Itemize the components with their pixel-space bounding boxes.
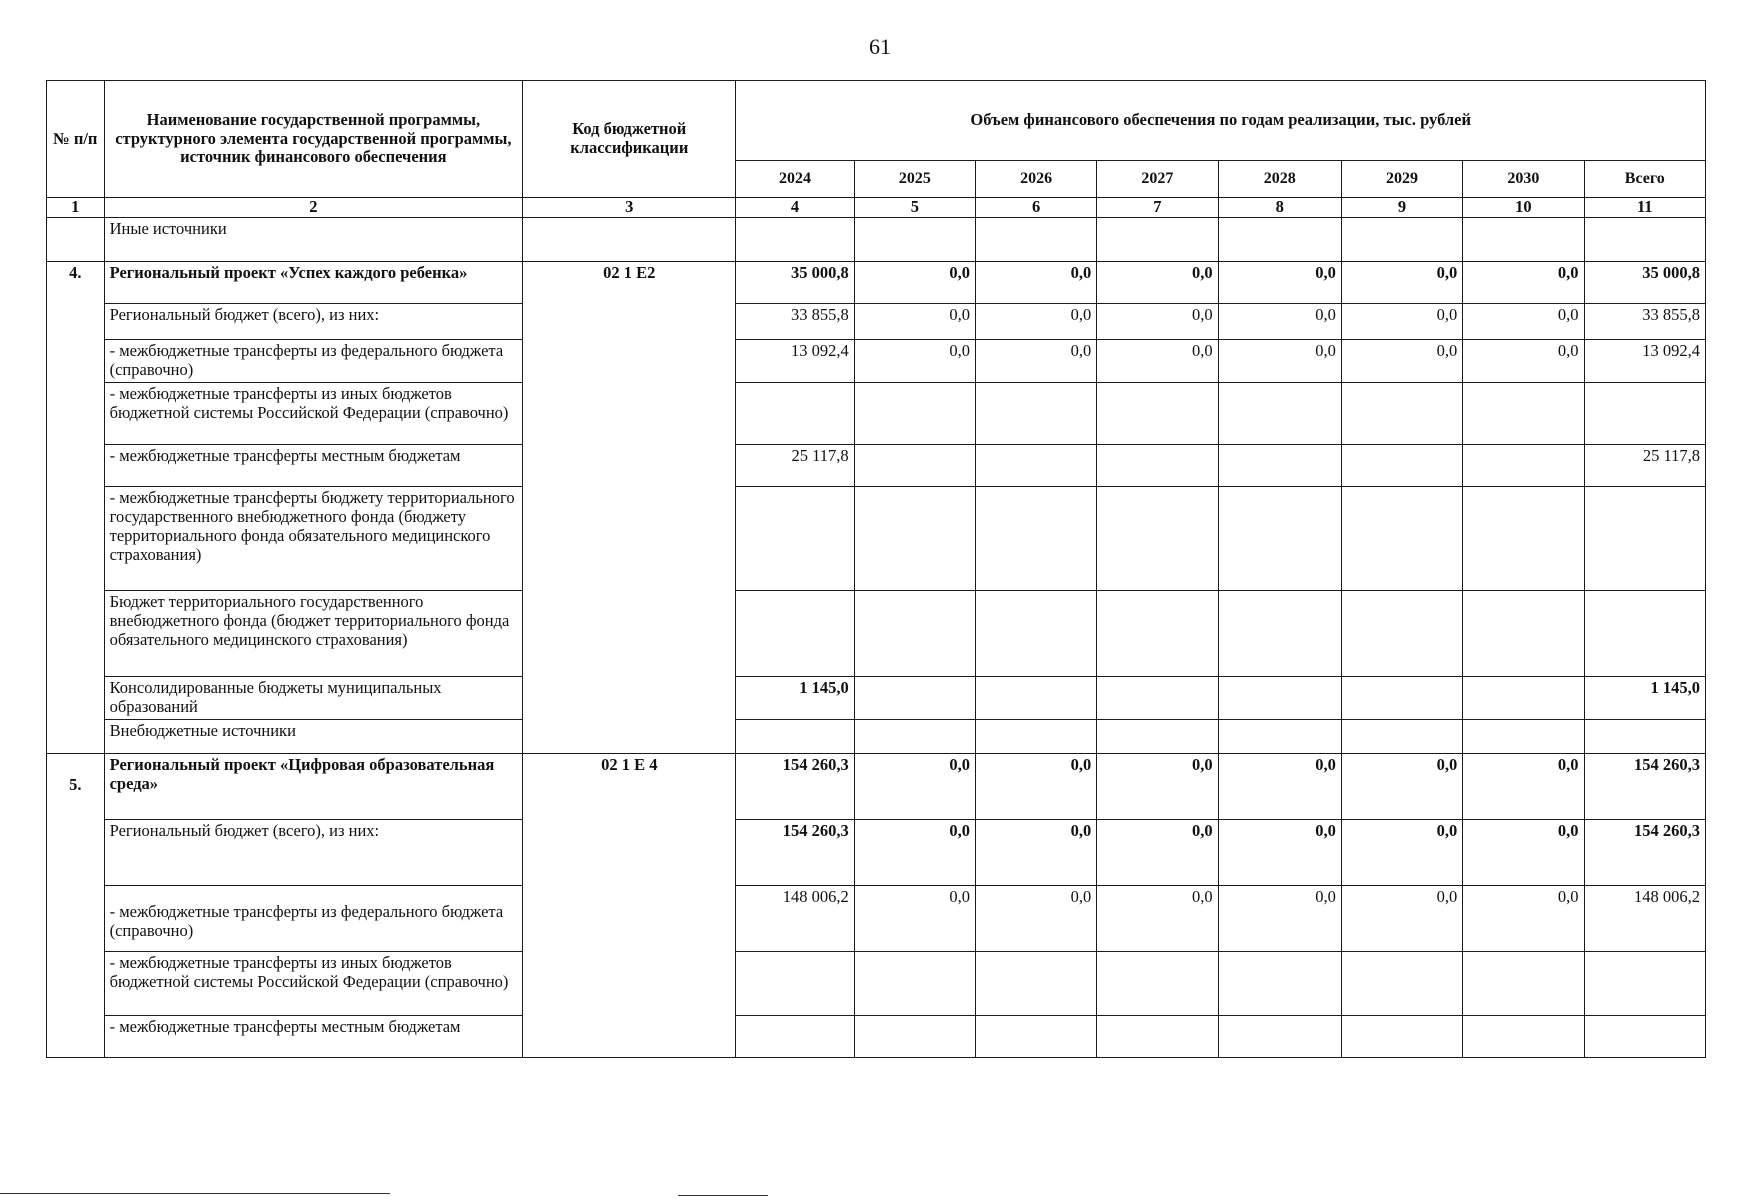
value-cell	[1584, 590, 1706, 676]
value-cell	[1097, 486, 1218, 590]
value-cell	[1097, 719, 1218, 753]
table-row	[47, 819, 1706, 885]
header-year: 2026	[975, 161, 1096, 198]
value-cell	[1341, 444, 1462, 486]
value-cell: 0,0	[975, 261, 1096, 303]
value-cell: 0,0	[975, 819, 1096, 885]
scan-edge-line	[0, 1193, 390, 1194]
value-cell: 33 855,8	[736, 303, 854, 339]
value-cell: 0,0	[1218, 753, 1341, 819]
value-cell: 0,0	[1097, 819, 1218, 885]
value-cell: 1 145,0	[736, 676, 854, 719]
value-cell	[1584, 217, 1706, 261]
value-cell	[1097, 951, 1218, 1015]
value-cell: 0,0	[854, 261, 975, 303]
column-number: 4	[736, 198, 854, 218]
value-cell: 0,0	[975, 339, 1096, 382]
table-row	[47, 1015, 1706, 1057]
table-row	[47, 382, 1706, 444]
value-cell	[1341, 676, 1462, 719]
row-name: - межбюджетные трансферты местным бюджетам	[104, 1015, 523, 1057]
value-cell	[1584, 1015, 1706, 1057]
column-number: 2	[104, 198, 523, 218]
value-cell: 0,0	[1218, 885, 1341, 951]
row-name: Консолидированные бюджеты муниципальных образований	[104, 676, 523, 719]
value-cell	[1341, 217, 1462, 261]
value-cell	[975, 382, 1096, 444]
value-cell: 154 260,3	[736, 753, 854, 819]
value-cell: 0,0	[1463, 261, 1584, 303]
value-cell: 0,0	[1097, 303, 1218, 339]
value-cell	[1097, 590, 1218, 676]
value-cell	[1097, 676, 1218, 719]
value-cell	[1341, 382, 1462, 444]
header-year: 2027	[1097, 161, 1218, 198]
value-cell	[736, 382, 854, 444]
row-name: Региональный проект «Успех каждого ребенка»	[104, 261, 523, 303]
row-name: Региональный бюджет (всего), из них:	[104, 303, 523, 339]
header-name: Наименование государственной программы, структурного элемента государственной программы, источник финансового обеспечения	[104, 81, 523, 198]
value-cell: 0,0	[1341, 303, 1462, 339]
value-cell: 0,0	[854, 753, 975, 819]
header-year: 2024	[736, 161, 854, 198]
table-row	[47, 885, 1706, 951]
value-cell	[1097, 217, 1218, 261]
header-year: 2030	[1463, 161, 1584, 198]
column-number: 5	[854, 198, 975, 218]
value-cell: 0,0	[854, 885, 975, 951]
value-cell: 0,0	[1097, 885, 1218, 951]
column-number: 1	[47, 198, 105, 218]
value-cell: 0,0	[975, 303, 1096, 339]
value-cell	[1463, 217, 1584, 261]
value-cell: 25 117,8	[1584, 444, 1706, 486]
row-name: Региональный бюджет (всего), из них:	[104, 819, 523, 885]
value-cell	[975, 1015, 1096, 1057]
value-cell	[1584, 382, 1706, 444]
table-row	[47, 590, 1706, 676]
value-cell	[1463, 719, 1584, 753]
column-number: 11	[1584, 198, 1706, 218]
value-cell	[854, 382, 975, 444]
value-cell: 0,0	[975, 753, 1096, 819]
scan-edge-line	[678, 1195, 768, 1196]
value-cell	[854, 719, 975, 753]
value-cell	[1218, 444, 1341, 486]
value-cell: 25 117,8	[736, 444, 854, 486]
row-number: 5.	[47, 753, 105, 1057]
row-name: - межбюджетные трансферты местным бюджетам	[104, 444, 523, 486]
value-cell: 1 145,0	[1584, 676, 1706, 719]
value-cell: 0,0	[1218, 819, 1341, 885]
header-code: Код бюджетной классификации	[523, 81, 736, 198]
value-cell	[1218, 486, 1341, 590]
value-cell	[736, 1015, 854, 1057]
value-cell	[1341, 719, 1462, 753]
value-cell: 0,0	[1341, 339, 1462, 382]
value-cell	[1463, 590, 1584, 676]
value-cell: 0,0	[1097, 339, 1218, 382]
value-cell	[1218, 719, 1341, 753]
row-code: 02 1 Е 4	[523, 753, 736, 1057]
value-cell	[975, 444, 1096, 486]
row-number: 4.	[47, 261, 105, 753]
value-cell: 0,0	[854, 819, 975, 885]
value-cell	[1584, 951, 1706, 1015]
value-cell	[854, 444, 975, 486]
value-cell	[975, 719, 1096, 753]
value-cell	[1463, 951, 1584, 1015]
value-cell	[975, 951, 1096, 1015]
value-cell: 0,0	[1218, 303, 1341, 339]
value-cell	[736, 217, 854, 261]
table-row	[47, 753, 1706, 819]
value-cell: 13 092,4	[736, 339, 854, 382]
row-name: Внебюджетные источники	[104, 719, 523, 753]
value-cell: 0,0	[975, 885, 1096, 951]
row-name: - межбюджетные трансферты бюджету территориального государственного внебюджетного фонда (бюджету территориального фонда обязательного медицинского страхования)	[104, 486, 523, 590]
table-row	[47, 261, 1706, 303]
column-number: 10	[1463, 198, 1584, 218]
value-cell	[975, 486, 1096, 590]
value-cell	[1463, 676, 1584, 719]
value-cell	[736, 486, 854, 590]
value-cell	[1097, 382, 1218, 444]
value-cell: 0,0	[1463, 885, 1584, 951]
value-cell	[1584, 719, 1706, 753]
value-cell	[736, 719, 854, 753]
row-name: Иные источники	[104, 217, 523, 261]
value-cell: 0,0	[854, 303, 975, 339]
value-cell: 0,0	[1218, 261, 1341, 303]
value-cell	[854, 676, 975, 719]
column-number: 9	[1341, 198, 1462, 218]
value-cell: 0,0	[1097, 261, 1218, 303]
value-cell	[975, 676, 1096, 719]
header-total: Всего	[1584, 161, 1706, 198]
value-cell	[1097, 444, 1218, 486]
column-number: 6	[975, 198, 1096, 218]
row-name: Бюджет территориального государственного внебюджетного фонда (бюджет территориального фонда обязательного медицинского страхования)	[104, 590, 523, 676]
value-cell: 154 260,3	[736, 819, 854, 885]
column-number: 3	[523, 198, 736, 218]
value-cell: 0,0	[1097, 753, 1218, 819]
value-cell	[1341, 590, 1462, 676]
table-row	[47, 719, 1706, 753]
value-cell: 35 000,8	[736, 261, 854, 303]
row-code	[523, 217, 736, 261]
table-row	[47, 676, 1706, 719]
value-cell	[854, 486, 975, 590]
column-number: 8	[1218, 198, 1341, 218]
page-number: 61	[869, 34, 891, 59]
header-year: 2025	[854, 161, 975, 198]
value-cell	[975, 217, 1096, 261]
value-cell	[1463, 1015, 1584, 1057]
value-cell	[1097, 1015, 1218, 1057]
row-code: 02 1 Е2	[523, 261, 736, 753]
header-year: 2029	[1341, 161, 1462, 198]
value-cell: 33 855,8	[1584, 303, 1706, 339]
value-cell: 0,0	[1341, 753, 1462, 819]
value-cell	[1463, 382, 1584, 444]
value-cell: 0,0	[1463, 753, 1584, 819]
value-cell	[1463, 486, 1584, 590]
value-cell	[736, 951, 854, 1015]
row-name: - межбюджетные трансферты из федерального бюджета (справочно)	[104, 885, 523, 951]
value-cell: 0,0	[1463, 303, 1584, 339]
value-cell	[1218, 382, 1341, 444]
value-cell	[854, 217, 975, 261]
value-cell	[1463, 444, 1584, 486]
value-cell	[1341, 1015, 1462, 1057]
row-number	[47, 217, 105, 261]
value-cell: 0,0	[1341, 885, 1462, 951]
value-cell	[736, 590, 854, 676]
value-cell: 154 260,3	[1584, 819, 1706, 885]
table-row	[47, 217, 1706, 261]
value-cell	[1341, 486, 1462, 590]
value-cell: 0,0	[1463, 819, 1584, 885]
value-cell: 148 006,2	[736, 885, 854, 951]
value-cell: 35 000,8	[1584, 261, 1706, 303]
table-row	[47, 303, 1706, 339]
value-cell	[1218, 951, 1341, 1015]
value-cell: 0,0	[1341, 261, 1462, 303]
value-cell	[1341, 951, 1462, 1015]
value-cell	[1218, 676, 1341, 719]
row-name: - межбюджетные трансферты из иных бюджетов бюджетной системы Российской Федерации (справочно)	[104, 382, 523, 444]
value-cell	[854, 951, 975, 1015]
table-row	[47, 444, 1706, 486]
value-cell	[854, 1015, 975, 1057]
header-volume: Объем финансового обеспечения по годам реализации, тыс. рублей	[736, 81, 1706, 161]
table-row	[47, 951, 1706, 1015]
row-name: - межбюджетные трансферты из федерального бюджета (справочно)	[104, 339, 523, 382]
value-cell	[1584, 486, 1706, 590]
value-cell: 0,0	[1341, 819, 1462, 885]
value-cell	[1218, 1015, 1341, 1057]
value-cell	[975, 590, 1096, 676]
value-cell: 0,0	[854, 339, 975, 382]
value-cell: 0,0	[1463, 339, 1584, 382]
value-cell: 148 006,2	[1584, 885, 1706, 951]
budget-table	[46, 80, 1706, 1058]
value-cell	[1218, 217, 1341, 261]
header-num: № п/п	[47, 81, 105, 198]
table-row	[47, 339, 1706, 382]
value-cell: 0,0	[1218, 339, 1341, 382]
value-cell	[1218, 590, 1341, 676]
row-name: Региональный проект «Цифровая образовательная среда»	[104, 753, 523, 819]
value-cell: 154 260,3	[1584, 753, 1706, 819]
table-row	[47, 486, 1706, 590]
row-name: - межбюджетные трансферты из иных бюджетов бюджетной системы Российской Федерации (справочно)	[104, 951, 523, 1015]
value-cell	[854, 590, 975, 676]
column-number: 7	[1097, 198, 1218, 218]
value-cell: 13 092,4	[1584, 339, 1706, 382]
header-year: 2028	[1218, 161, 1341, 198]
